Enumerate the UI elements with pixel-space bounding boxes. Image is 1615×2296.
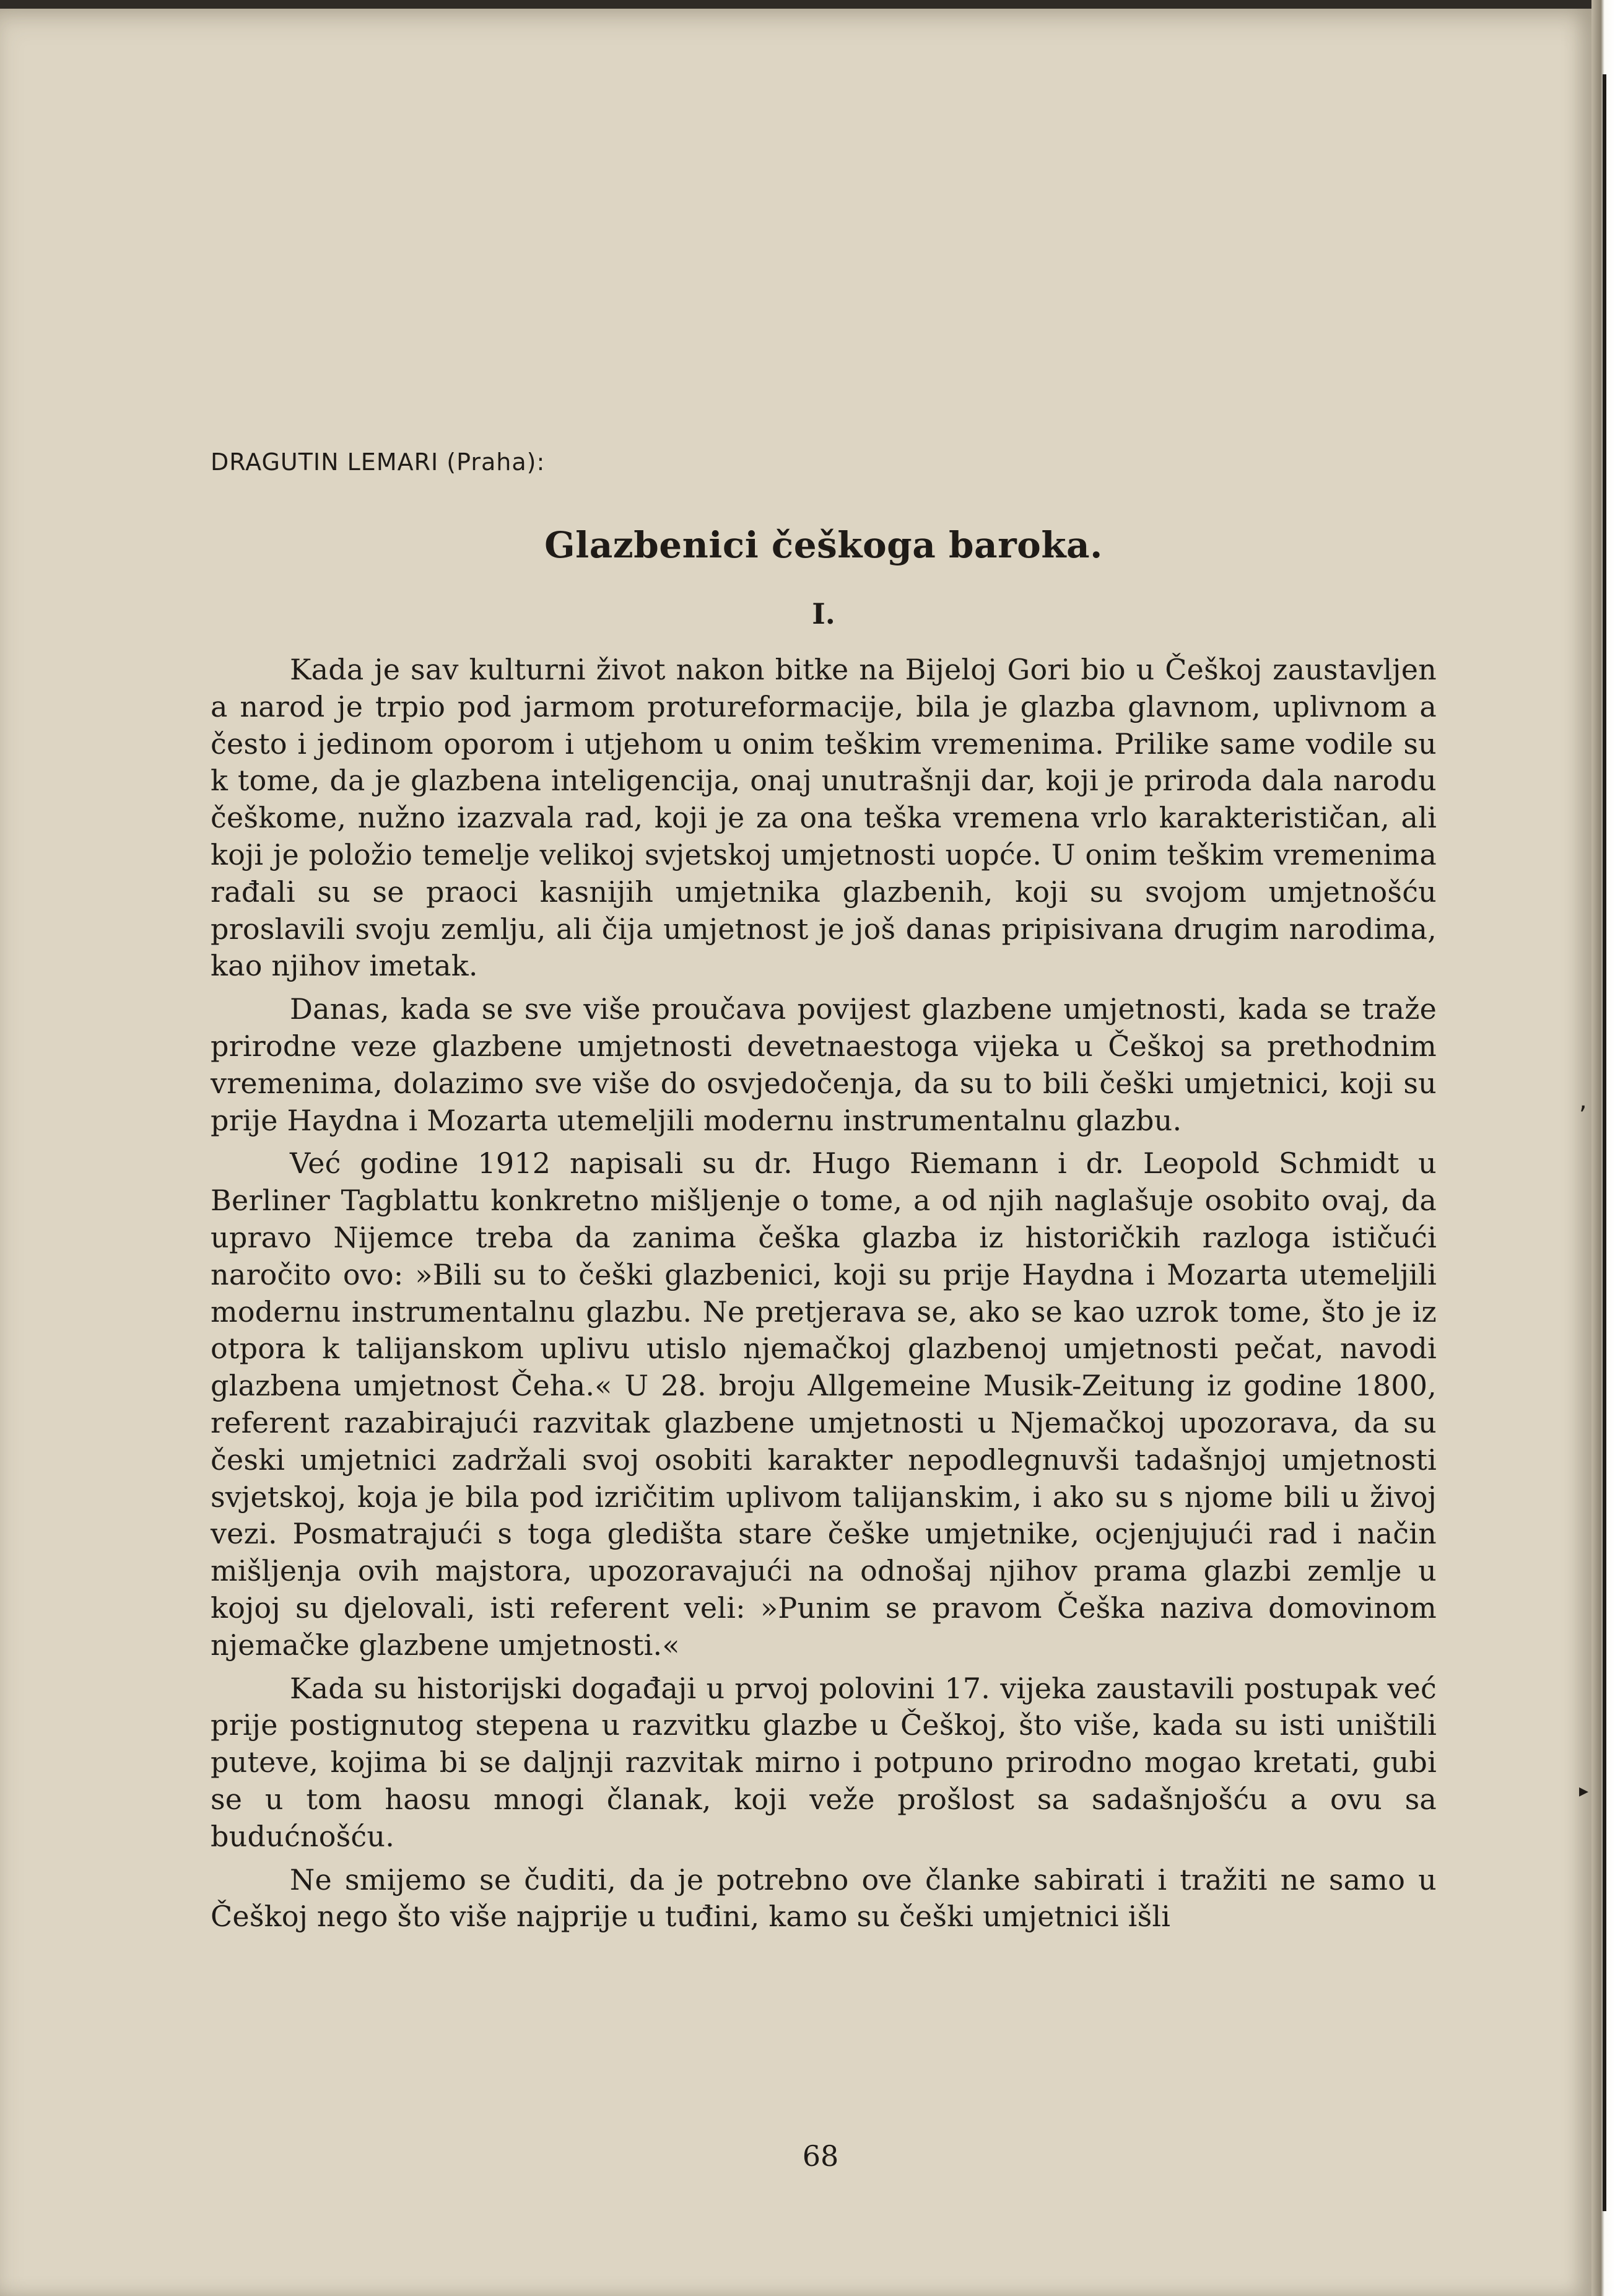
section-numeral: I.: [812, 597, 835, 631]
book-spine-edge: [1591, 0, 1615, 2296]
paragraph: Ne smijemo se čuditi, da je potrebno ove članke sabirati i tražiti ne samo u Češkoj nego što više najprije u tuđini, kamo su češki umjetnici išli: [211, 1862, 1437, 1934]
page-number: 68: [802, 2139, 839, 2173]
paragraph: Kada je sav kulturni život nakon bitke na Bijeloj Gori bio u Češkoj zaustavljen a narod je trpio pod jarmom protureformacije, bila je glazba glavnom, uplivnom a često i jedinom oporom i utjehom u onim teškim vremenima. Prilike same vodile su k tome, da je glazbena inteligencija, onaj unutrašnji dar, koji je priroda dala narodu češkome, nužno izazvala rad, koji je za ona teška vremena vrlo karakterističan, ali koji je položio temelje velikoj svjetskoj umjetnosti uopće. U onim teškim vremenima rađali su se praoci kasnijih umjetnika glazbenih, koji su svojom umjetnošću proslavili svoju zemlju, ali čija umjetnost je još danas pripisivana drugim narodima, kao njihov imetak.: [211, 653, 1437, 983]
margin-mark: ,: [1579, 1086, 1587, 1115]
book-page: [0, 9, 1591, 2296]
paragraph: Kada su historijski događaji u prvoj polovini 17. vijeka zaustavili postupak već prije postignutog stepena u razvitku glazbe u Češkoj, što više, kada su isti uništili puteve, kojima bi se daljnji razvitak mirno i potpuno prirodno mogao kretati, gubi se u tom haosu mnogi članak, koji veže prošlost sa sadašnjošću a ovu sa budućnošću.: [211, 1671, 1437, 1853]
spine-shadow: [1603, 74, 1606, 2211]
article-title: Glazbenici češkoga baroka.: [544, 524, 1103, 566]
author-byline: DRAGUTIN LEMARI (Praha):: [211, 448, 546, 476]
paragraph: Već godine 1912 napisali su dr. Hugo Riemann i dr. Leopold Schmidt u Berliner Tagblattu konkretno mišljenje o tome, a od njih naglašuje osobito ovaj, da upravo Nijemce treba da zanima češka glazba iz historičkih razloga ističući naročito ovo: »Bili su to češki glazbenici, koji su prije Haydna i Mozarta utemeljili modernu instrumentalnu glazbu. Ne pretjerava se, ako se kao uzrok tome, što je iz otpora k talijanskom uplivu utislo njemačkoj glazbenoj umjetnosti pečat, navodi glazbena umjetnost Čeha.« U 28. broju Allgemeine Musik-Zeitung iz godine 1800, referent razabirajući razvitak glazbene umjetnosti u Njemačkoj upozorava, da su česki umjetnici zadržali svoj osobiti karakter nepodlegnuvši tadašnjoj umjetnosti svjetskoj, koja je bila pod izričitim uplivom talijanskim, i ako su s njome bili u živoj vezi. Posmatrajući s toga gledišta stare češke umjetnike, ocjenjujući rad i način mišljenja ovih majstora, upozoravajući na odnošaj njihov prama glazbi zemlje u kojoj su djelovali, isti referent veli: »Punim se pravom Češka naziva domovinom njemačke glazbene umjetnosti.«: [211, 1146, 1437, 1662]
paragraph: Danas, kada se sve više proučava povijest glazbene umjetnosti, kada se traže prirodne veze glazbene umjetnosti devetnaestoga vijeka u Češkoj sa prethodnim vremenima, dolazimo sve više do osvjedočenja, da su to bili češki umjetnici, koji su prije Haydna i Mozarta utemeljili modernu instrumentalnu glazbu.: [211, 992, 1437, 1137]
margin-arrow-icon: ▸: [1579, 1780, 1589, 1802]
scan-top-border: [0, 0, 1615, 9]
article-body: [211, 448, 1437, 1942]
